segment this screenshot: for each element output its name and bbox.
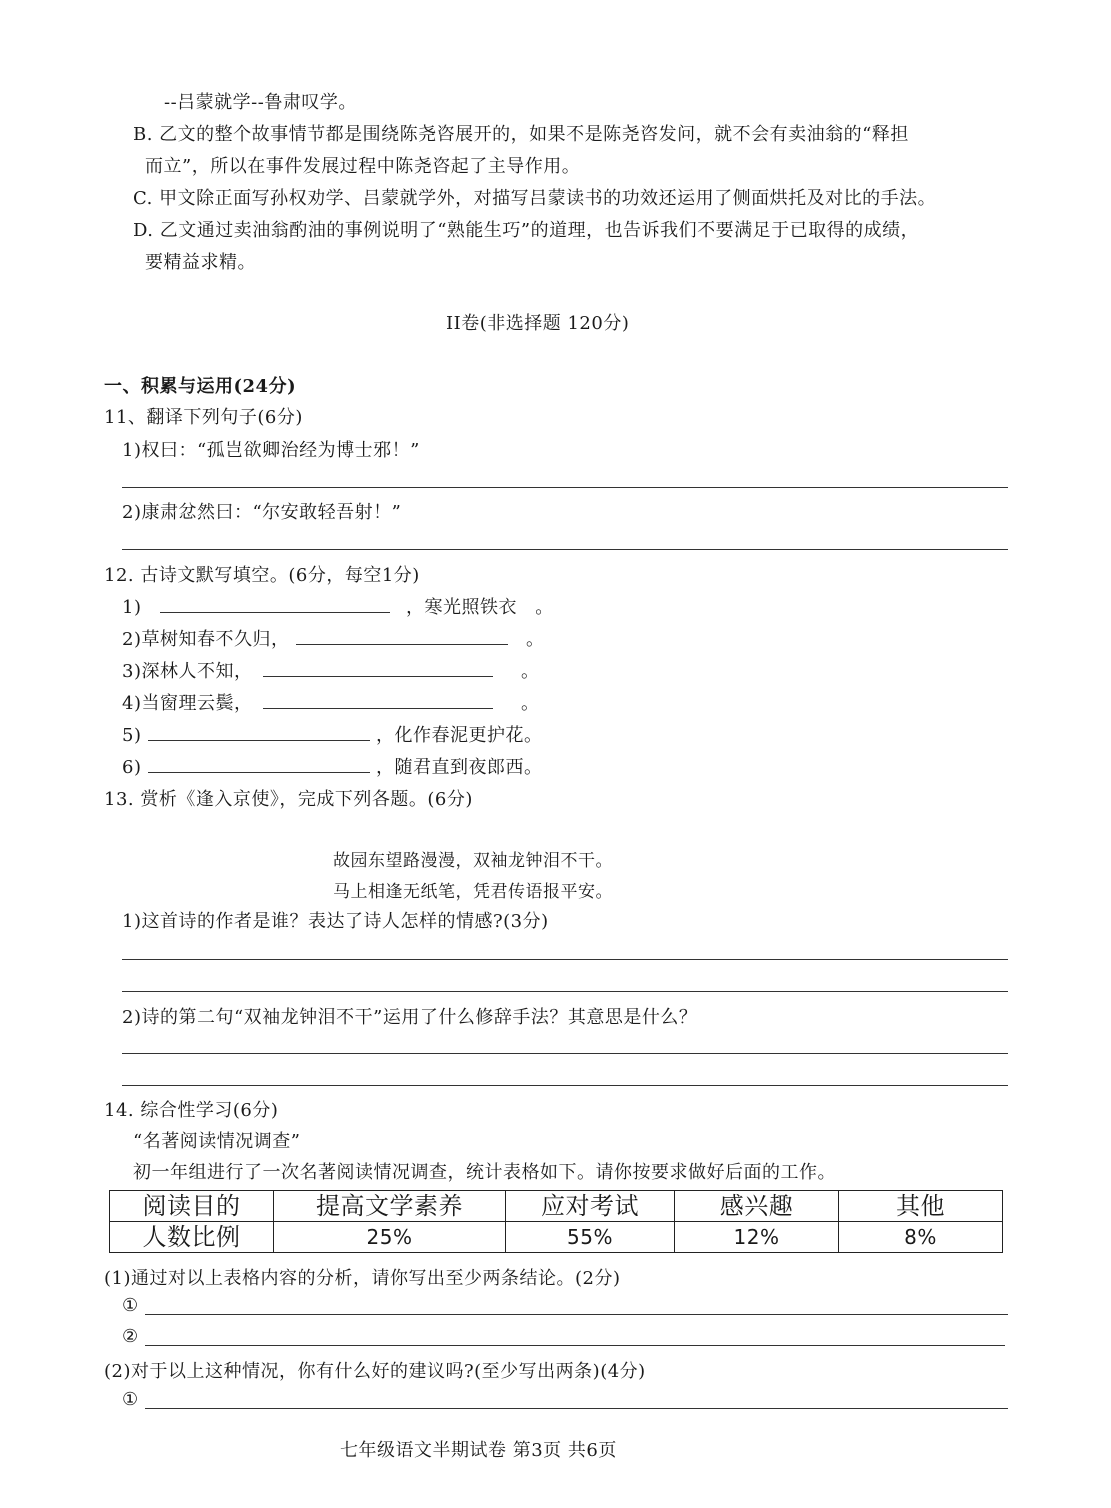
q12-blank5[interactable] xyxy=(148,722,370,741)
q13-sub2: 2)诗的第二句“双袖龙钟泪不干”运用了什么修辞手法？其意思是什么？ xyxy=(122,1007,698,1028)
q12-item3 xyxy=(122,657,539,683)
q12-item6 xyxy=(122,753,542,779)
q14-intro: 初一年组进行了一次名著阅读情况调查，统计表格如下。请你按要求做好后面的工作。 xyxy=(133,1162,836,1183)
section-title: II卷(非选择题 120分) xyxy=(446,313,630,334)
q12-blank3[interactable] xyxy=(263,658,493,677)
q12-blank6[interactable] xyxy=(148,754,370,773)
option-d-line2: 要精益求精。 xyxy=(145,252,256,273)
survey-header-cell: 感兴趣 xyxy=(675,1191,839,1222)
option-b-line2: 而立”，所以在事件发展过程中陈尧咨起了主导作用。 xyxy=(145,156,581,177)
q11-answer-line2[interactable] xyxy=(122,549,1008,550)
q14-mark3: ① xyxy=(122,1389,139,1410)
q12-item1 xyxy=(122,593,554,619)
survey-value-cell: 8% xyxy=(839,1222,1003,1253)
survey-header-cell: 应对考试 xyxy=(506,1191,675,1222)
q14-answer-line1[interactable] xyxy=(145,1314,1008,1315)
q14-title: 14. 综合性学习(6分) xyxy=(104,1100,279,1121)
q12-item3-prefix: 3)深林人不知， xyxy=(122,661,253,682)
q12-item2-prefix: 2)草树知春不久归， xyxy=(122,629,290,650)
q12-blank1[interactable] xyxy=(160,594,390,613)
q12-item1-suffix: ，寒光照铁衣 xyxy=(405,597,517,618)
survey-values-row xyxy=(110,1222,1003,1253)
option-b-line1: B. 乙文的整个故事情节都是围绕陈尧咨展开的，如果不是陈尧咨发问，就不会有卖油翁的“释担 xyxy=(133,124,909,145)
q12-item2 xyxy=(122,625,544,651)
q14-answer-line3[interactable] xyxy=(145,1408,1008,1409)
poem-line1: 故园东望路漫漫，双袖龙钟泪不干。 xyxy=(333,851,613,871)
option-c-line1: C. 甲文除正面写孙权劝学、吕蒙就学外，对描写吕蒙读书的功效还运用了侧面烘托及对比的手法。 xyxy=(133,188,937,209)
survey-value-cell: 55% xyxy=(506,1222,675,1253)
q13-sub1: 1)这首诗的作者是谁？表达了诗人怎样的情感?(3分) xyxy=(122,911,549,932)
survey-value-cell: 人数比例 xyxy=(110,1222,274,1253)
survey-value-cell: 12% xyxy=(675,1222,839,1253)
q11-title: 11、翻译下列句子(6分) xyxy=(104,407,303,428)
q12-item2-end: 。 xyxy=(525,629,545,650)
survey-header-cell: 提高文学素养 xyxy=(274,1191,506,1222)
q13-answer-line3[interactable] xyxy=(122,1053,1008,1054)
q11-answer-line1[interactable] xyxy=(122,487,1008,488)
survey-table xyxy=(109,1190,1003,1253)
q13-answer-line2[interactable] xyxy=(122,991,1008,992)
q12-item1-prefix: 1) xyxy=(122,597,142,618)
option-d-line1: D. 乙文通过卖油翁酌油的事例说明了“熟能生巧”的道理，也告诉我们不要满足于已取得的成绩， xyxy=(133,220,920,241)
q12-blank2[interactable] xyxy=(296,626,508,645)
part1-heading: 一、积累与运用(24分) xyxy=(104,376,297,397)
q14-mark1: ① xyxy=(122,1295,139,1316)
survey-value-cell: 25% xyxy=(274,1222,506,1253)
q12-item4-end: 。 xyxy=(520,693,540,714)
q12-item5 xyxy=(122,721,542,747)
survey-header-row xyxy=(110,1191,1003,1222)
q13-title: 13. 赏析《逢入京使》，完成下列各题。(6分) xyxy=(104,789,473,810)
q14-answer-line2[interactable] xyxy=(145,1345,1005,1346)
q13-answer-line4[interactable] xyxy=(122,1085,1008,1086)
q12-item4-prefix: 4)当窗理云鬓， xyxy=(122,693,253,714)
q12-title: 12. 古诗文默写填空。(6分，每空1分) xyxy=(104,565,420,586)
poem-line2: 马上相逢无纸笔，凭君传语报平安。 xyxy=(333,882,613,902)
q12-item3-end: 。 xyxy=(520,661,540,682)
q14-subtitle: “名著阅读情况调查” xyxy=(133,1131,301,1152)
q11-item2: 2)康肃忿然曰：“尔安敢轻吾射！” xyxy=(122,502,402,523)
q12-item4 xyxy=(122,689,539,715)
page-footer: 七年级语文半期试卷 第3页 共6页 xyxy=(340,1440,617,1461)
q12-item1-end: 。 xyxy=(535,597,554,618)
q14-part2: (2)对于以上这种情况，你有什么好的建议吗?(至少写出两条)(4分) xyxy=(104,1361,646,1382)
q11-item1: 1)权曰：“孤岂欲卿治经为博士邪！” xyxy=(122,440,420,461)
q12-item5-suffix: ，化作春泥更护花。 xyxy=(375,725,543,746)
q12-item5-prefix: 5) xyxy=(122,725,142,746)
q14-part1: (1)通过对以上表格内容的分析，请你写出至少两条结论。(2分) xyxy=(104,1268,621,1289)
survey-header-cell: 阅读目的 xyxy=(110,1191,274,1222)
option-a-tail: --吕蒙就学--鲁肃叹学。 xyxy=(164,92,357,113)
q12-item6-suffix: ，随君直到夜郎西。 xyxy=(375,757,543,778)
q12-blank4[interactable] xyxy=(263,690,493,709)
q13-answer-line1[interactable] xyxy=(122,959,1008,960)
q12-item6-prefix: 6) xyxy=(122,757,142,778)
q14-mark2: ② xyxy=(122,1326,139,1347)
survey-header-cell: 其他 xyxy=(839,1191,1003,1222)
